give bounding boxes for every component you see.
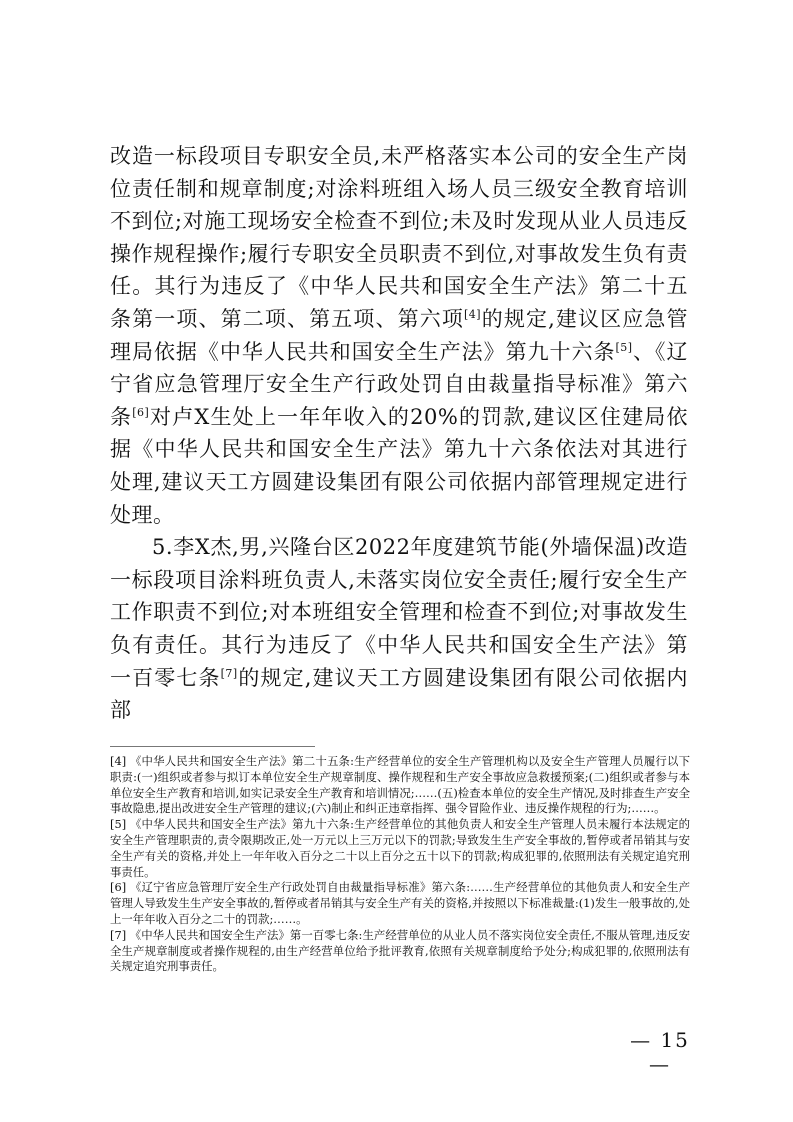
footnote-7: [7] 《中华人民共和国安全生产法》第一百零七条:生产经营单位的从业人员不落实岗位安全责任,不服从管理,违反安全生产规章制度或者操作规程的,由生产经营单位给予批评教育,依照有关规章制度给予处分;构成犯罪的,依照刑法有关规定追究刑事责任。 [110,927,690,974]
text-run: 5.李X杰,男,兴隆台区2022年度建筑节能(外墙保温)改造一标段项目涂料班负责人,未落实岗位安全责任;履行安全生产工作职责不到位;对本班组安全管理和检查不到位;对事故发生负有责任。其行为违反了《中华人民共和国安全生产法》第一百零七条 [110,535,688,690]
footnote-ref-7: [7] [220,666,238,680]
text-run: 的规定,建议天工方圆建设集团有限公司依据内部 [110,665,688,723]
footnotes [110,754,690,975]
paragraph-2 [110,531,688,727]
page-number: — 15 — [630,1028,690,1076]
footnote-ref-4: [4] [463,307,482,321]
footnote-ref-6: [6] [132,405,150,419]
text-run: 对卢X生处上一年年收入的20%的罚款,建议区住建局依据《中华人民共和国安全生产法》第九十六条依法对其进行处理,建议天工方圆建设集团有限公司依据内部管理规定进行处理。 [110,404,688,527]
footnote-separator [110,746,315,747]
text-run: 的规定,建议区应急管理局依据《中华人民共和国安全生产法》第九十六条 [110,306,688,364]
text-run: 、《辽宁省应急管理厅安全生产行政处罚自由裁量指导标准》第六条 [110,339,689,429]
body-text [110,140,688,727]
footnote-6: [6] 《辽宁省应急管理厅安全生产行政处罚自由裁量指导标准》第六条:……生产经营单位的其他负责人和安全生产管理人导致发生生产安全事故的,暂停或者吊销其与安全生产有关的资格,并按照以下标准裁量:(1)发生一般事故的,处上一年年收入百分之二十的罚款;……。 [110,880,690,926]
footnote-5: [5] 《中华人民共和国安全生产法》第九十六条:生产经营单位的其他负责人和安全生产管理人员未履行本法规定的安全生产管理职责的,责令限期改正,处一万元以上三万元以下的罚款;导致发生生产安全事故的,暂停或者吊销其与安全生产有关的资格,并处上一年年收入百分之二十以上百分之五十以下的罚款;构成犯罪的,依照刑法有关规定追究刑事责任。 [110,817,690,879]
text-run: 改造一标段项目专职安全员,未严格落实本公司的安全生产岗位责任制和规章制度;对涂料班组入场人员三级安全教育培训不到位;对施工现场安全检查不到位;未及时发现从业人员违反操作规程操作;履行专职安全员职责不到位,对事故发生负有责任。其行为违反了《中华人民共和国安全生产法》第二十五条第一项、第二项、第五项、第六项 [110,144,688,331]
footnote-ref-5: [5] [615,340,633,354]
paragraph-1 [110,140,688,531]
footnote-4: [4] 《中华人民共和国安全生产法》第二十五条:生产经营单位的安全生产管理机构以及安全生产管理人员履行以下职责:(一)组织或者参与拟订本单位安全生产规章制度、操作规程和生产安全事故应急救援预案;(二)组织或者参与本单位安全生产教育和培训,如实记录安全生产教育和培训情况;……(五)检查本单位的安全生产情况,及时排查生产安全事故隐患,提出改进安全生产管理的建议;(六)制止和纠正违章指挥、强令冒险作业、违反操作规程的行为;……。 [110,754,690,816]
